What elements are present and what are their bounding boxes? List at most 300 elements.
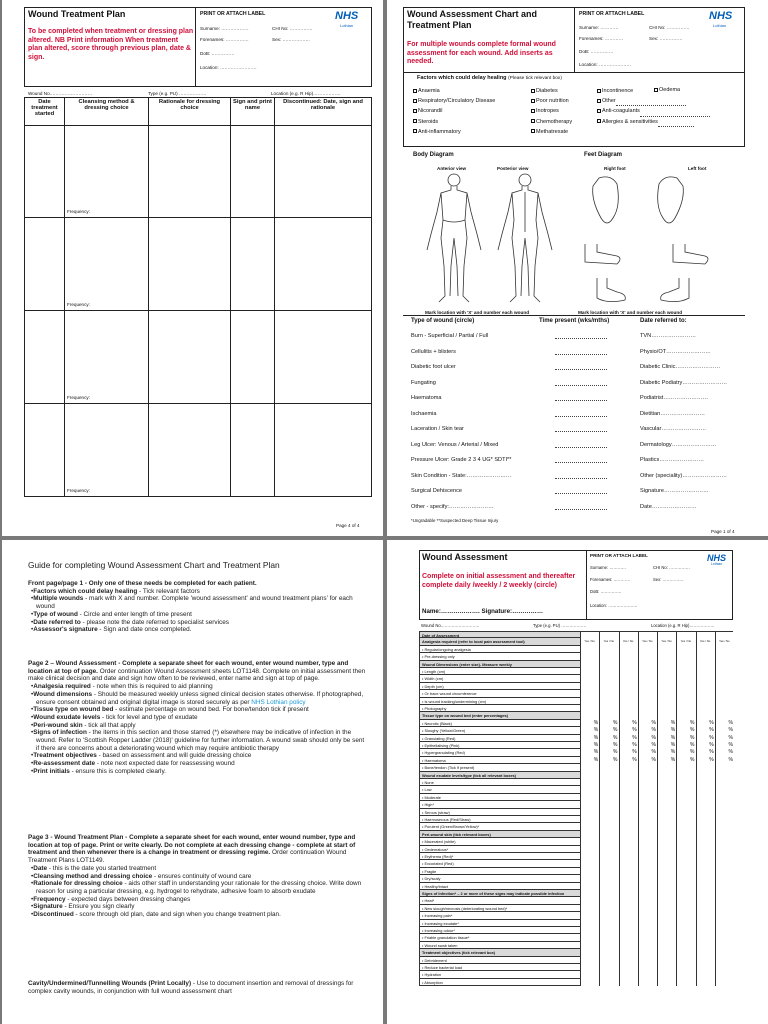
wound-type-item[interactable]: Diabetic foot ulcer xyxy=(411,364,456,370)
table-cell[interactable] xyxy=(696,712,715,719)
table-cell[interactable] xyxy=(638,661,657,668)
surname-field[interactable]: Surname: ………… xyxy=(590,565,627,570)
table-cell[interactable] xyxy=(696,897,715,904)
table-cell[interactable] xyxy=(638,897,657,904)
table-cell[interactable] xyxy=(657,772,676,779)
table-cell[interactable] xyxy=(638,801,657,808)
table-cell[interactable] xyxy=(696,698,715,705)
table-cell[interactable] xyxy=(657,920,676,927)
table-cell[interactable]: % xyxy=(657,757,676,764)
table-cell[interactable] xyxy=(676,831,695,838)
table-cell[interactable] xyxy=(715,949,734,956)
time-present-field[interactable] xyxy=(555,462,607,463)
table-cell[interactable] xyxy=(638,971,657,978)
wound-type-item[interactable]: Pressure Ulcer: Grade 2 3 4 UG* SDTI** xyxy=(411,457,512,463)
table-cell[interactable]: % xyxy=(580,727,599,734)
table-cell[interactable] xyxy=(599,698,618,705)
table-cell[interactable]: % xyxy=(715,742,734,749)
table-cell[interactable] xyxy=(657,831,676,838)
blank-line[interactable] xyxy=(658,126,694,127)
table-cell[interactable]: % xyxy=(676,720,695,727)
referral-item[interactable]: Physio/OT…………………… xyxy=(640,348,711,355)
table-cell[interactable] xyxy=(619,868,638,875)
table-cell[interactable] xyxy=(638,934,657,941)
table-cell[interactable] xyxy=(619,668,638,675)
location-rhip-field[interactable]: Location (e.g. R Hip)……………… xyxy=(651,623,715,628)
table-cell[interactable] xyxy=(676,764,695,771)
table-cell[interactable]: % xyxy=(619,720,638,727)
table-cell[interactable] xyxy=(657,927,676,934)
table-cell[interactable] xyxy=(715,698,734,705)
table-cell[interactable] xyxy=(715,846,734,853)
location-field[interactable]: Location: ………………… xyxy=(579,62,632,67)
table-cell[interactable] xyxy=(599,838,618,845)
referral-item[interactable]: Vascular…………………… xyxy=(640,426,707,432)
table-cell[interactable] xyxy=(715,772,734,779)
table-cell[interactable] xyxy=(696,868,715,875)
table-cell[interactable]: Yes / No xyxy=(619,638,638,645)
table-cell[interactable] xyxy=(619,846,638,853)
table-cell[interactable]: % xyxy=(619,757,638,764)
wound-type-item[interactable]: Cellulitis + blisters xyxy=(411,348,456,355)
table-cell[interactable] xyxy=(580,646,599,653)
table-cell[interactable] xyxy=(619,927,638,934)
table-cell[interactable] xyxy=(676,890,695,897)
table-cell[interactable]: % xyxy=(599,742,618,749)
wound-type-item[interactable]: Skin Condition - State:…………………… xyxy=(411,472,512,479)
wound-type-item[interactable]: Haematoma xyxy=(411,395,442,401)
table-cell[interactable] xyxy=(676,786,695,793)
referral-item[interactable]: Dermatology…………………… xyxy=(640,441,717,448)
table-cell[interactable] xyxy=(599,875,618,882)
table-cell[interactable] xyxy=(619,683,638,690)
factor-item[interactable] xyxy=(597,106,710,116)
table-cell[interactable] xyxy=(676,675,695,682)
table-cell[interactable] xyxy=(657,838,676,845)
table-cell[interactable] xyxy=(580,979,599,986)
table-cell[interactable] xyxy=(149,404,231,497)
table-cell[interactable] xyxy=(696,661,715,668)
table-cell[interactable]: % xyxy=(676,727,695,734)
table-cell[interactable] xyxy=(715,675,734,682)
time-present-field[interactable] xyxy=(555,416,607,417)
table-cell[interactable] xyxy=(676,971,695,978)
table-cell[interactable] xyxy=(696,786,715,793)
checkbox[interactable] xyxy=(413,129,417,133)
table-cell[interactable] xyxy=(676,801,695,808)
time-present-field[interactable] xyxy=(555,354,607,355)
table-cell[interactable] xyxy=(599,920,618,927)
table-cell[interactable] xyxy=(715,690,734,697)
table-cell[interactable]: % xyxy=(676,749,695,756)
table-cell[interactable] xyxy=(696,905,715,912)
time-present-field[interactable] xyxy=(555,493,607,494)
table-cell[interactable] xyxy=(638,957,657,964)
table-cell[interactable] xyxy=(599,794,618,801)
table-cell[interactable] xyxy=(638,875,657,882)
table-cell[interactable] xyxy=(715,971,734,978)
table-cell[interactable] xyxy=(657,875,676,882)
time-present-field[interactable] xyxy=(555,338,607,339)
table-cell[interactable] xyxy=(580,957,599,964)
table-cell[interactable]: % xyxy=(638,720,657,727)
table-cell[interactable] xyxy=(638,979,657,986)
factor-item[interactable] xyxy=(531,96,572,106)
table-cell[interactable]: % xyxy=(619,742,638,749)
table-cell[interactable]: % xyxy=(619,727,638,734)
table-cell[interactable] xyxy=(619,816,638,823)
table-cell[interactable]: % xyxy=(599,749,618,756)
table-cell[interactable]: Yes / No xyxy=(676,638,695,645)
forenames-field[interactable]: Forenames: ………… xyxy=(590,577,631,582)
table-cell[interactable] xyxy=(638,646,657,653)
table-cell[interactable] xyxy=(619,675,638,682)
dob-field[interactable]: DoB: …………… xyxy=(200,51,235,56)
table-cell[interactable] xyxy=(580,816,599,823)
nhs-lothian-policy-link[interactable]: NHS Lothian policy xyxy=(251,698,306,706)
table-cell[interactable] xyxy=(275,218,372,311)
table-cell[interactable] xyxy=(619,934,638,941)
table-cell[interactable] xyxy=(25,311,65,404)
table-cell[interactable]: % xyxy=(696,742,715,749)
table-cell[interactable]: % xyxy=(599,720,618,727)
table-cell[interactable] xyxy=(676,949,695,956)
table-cell[interactable] xyxy=(619,823,638,830)
table-cell[interactable] xyxy=(599,779,618,786)
chi-field[interactable]: CHI No: …………… xyxy=(272,26,313,31)
table-cell[interactable] xyxy=(657,949,676,956)
factor-item[interactable] xyxy=(531,127,572,137)
checkbox[interactable] xyxy=(413,99,417,103)
surname-field[interactable]: Surname: ………… xyxy=(579,25,619,30)
table-cell[interactable] xyxy=(676,853,695,860)
table-cell[interactable] xyxy=(696,646,715,653)
table-cell[interactable] xyxy=(638,883,657,890)
table-cell[interactable] xyxy=(715,897,734,904)
table-cell[interactable]: % xyxy=(580,757,599,764)
table-cell[interactable]: % xyxy=(638,742,657,749)
location-rhip-field[interactable]: Location (e.g. R Hip)……………… xyxy=(271,91,341,96)
table-cell[interactable] xyxy=(638,683,657,690)
table-cell[interactable] xyxy=(676,964,695,971)
table-cell[interactable] xyxy=(580,698,599,705)
sex-field[interactable]: Sex: …………… xyxy=(649,36,683,41)
table-cell[interactable] xyxy=(638,949,657,956)
table-cell[interactable] xyxy=(580,823,599,830)
factor-item[interactable] xyxy=(413,117,495,127)
table-cell[interactable] xyxy=(599,846,618,853)
table-cell[interactable] xyxy=(715,668,734,675)
table-cell[interactable]: % xyxy=(715,727,734,734)
table-cell[interactable] xyxy=(599,927,618,934)
referral-item[interactable]: Signature…………………… xyxy=(640,488,709,494)
table-cell[interactable] xyxy=(676,860,695,867)
table-cell[interactable] xyxy=(580,934,599,941)
table-cell[interactable] xyxy=(696,779,715,786)
table-cell[interactable] xyxy=(599,979,618,986)
table-cell[interactable] xyxy=(696,816,715,823)
table-cell[interactable] xyxy=(657,683,676,690)
checkbox[interactable] xyxy=(413,109,417,113)
table-cell[interactable]: % xyxy=(715,757,734,764)
table-cell[interactable] xyxy=(638,764,657,771)
table-cell[interactable] xyxy=(619,646,638,653)
table-cell[interactable] xyxy=(275,311,372,404)
table-cell[interactable] xyxy=(580,949,599,956)
table-cell[interactable] xyxy=(657,646,676,653)
factor-item[interactable] xyxy=(531,86,572,96)
table-cell[interactable] xyxy=(580,897,599,904)
table-cell[interactable] xyxy=(65,126,149,218)
table-cell[interactable] xyxy=(676,698,695,705)
table-cell[interactable]: % xyxy=(638,735,657,742)
table-cell[interactable] xyxy=(275,404,372,497)
table-cell[interactable] xyxy=(715,712,734,719)
table-cell[interactable] xyxy=(715,875,734,882)
table-cell[interactable] xyxy=(696,964,715,971)
table-cell[interactable] xyxy=(599,971,618,978)
table-cell[interactable] xyxy=(638,712,657,719)
table-cell[interactable] xyxy=(599,905,618,912)
table-cell[interactable] xyxy=(676,816,695,823)
table-cell[interactable] xyxy=(580,831,599,838)
table-cell[interactable] xyxy=(149,126,231,218)
table-cell[interactable] xyxy=(715,883,734,890)
table-cell[interactable] xyxy=(676,653,695,660)
table-cell[interactable] xyxy=(619,786,638,793)
checkbox[interactable] xyxy=(654,88,658,92)
table-cell[interactable] xyxy=(676,875,695,882)
table-cell[interactable] xyxy=(619,949,638,956)
forenames-field[interactable]: Forenames: …………… xyxy=(200,37,249,42)
table-cell[interactable] xyxy=(676,683,695,690)
table-cell[interactable] xyxy=(638,905,657,912)
checkbox[interactable] xyxy=(531,129,535,133)
table-cell[interactable]: % xyxy=(657,720,676,727)
table-cell[interactable] xyxy=(657,698,676,705)
table-cell[interactable] xyxy=(696,831,715,838)
table-cell[interactable] xyxy=(715,661,734,668)
table-cell[interactable] xyxy=(715,646,734,653)
table-cell[interactable] xyxy=(149,311,231,404)
table-cell[interactable]: % xyxy=(580,749,599,756)
table-cell[interactable] xyxy=(638,809,657,816)
checkbox[interactable] xyxy=(413,89,417,93)
table-cell[interactable]: % xyxy=(580,742,599,749)
table-cell[interactable] xyxy=(580,905,599,912)
chi-field[interactable]: CHI No: …………… xyxy=(649,25,690,30)
table-cell[interactable] xyxy=(676,912,695,919)
table-cell[interactable] xyxy=(580,875,599,882)
time-present-field[interactable] xyxy=(555,509,607,510)
table-cell[interactable] xyxy=(696,668,715,675)
table-cell[interactable] xyxy=(599,675,618,682)
table-cell[interactable] xyxy=(619,794,638,801)
table-cell[interactable] xyxy=(696,705,715,712)
table-cell[interactable] xyxy=(619,964,638,971)
table-cell[interactable] xyxy=(657,823,676,830)
table-cell[interactable] xyxy=(599,942,618,949)
table-cell[interactable] xyxy=(657,712,676,719)
table-cell[interactable] xyxy=(619,705,638,712)
table-cell[interactable] xyxy=(580,779,599,786)
table-cell[interactable] xyxy=(638,890,657,897)
table-cell[interactable] xyxy=(715,794,734,801)
referral-item[interactable]: Dietitian…………………… xyxy=(640,410,705,417)
factor-item[interactable] xyxy=(413,127,495,137)
table-cell[interactable] xyxy=(619,912,638,919)
table-cell[interactable] xyxy=(599,912,618,919)
table-cell[interactable] xyxy=(580,912,599,919)
table-cell[interactable] xyxy=(715,979,734,986)
factor-item[interactable] xyxy=(531,106,572,116)
time-present-field[interactable] xyxy=(555,478,607,479)
table-cell[interactable] xyxy=(657,705,676,712)
table-cell[interactable] xyxy=(696,653,715,660)
table-cell[interactable]: % xyxy=(715,749,734,756)
table-cell[interactable] xyxy=(619,883,638,890)
factor-item[interactable] xyxy=(531,117,572,127)
table-cell[interactable] xyxy=(676,927,695,934)
table-cell[interactable] xyxy=(657,897,676,904)
table-cell[interactable] xyxy=(599,786,618,793)
referral-item[interactable]: Podiatrist…………………… xyxy=(640,395,709,401)
table-cell[interactable] xyxy=(599,683,618,690)
table-cell[interactable] xyxy=(715,957,734,964)
table-cell[interactable] xyxy=(676,668,695,675)
table-cell[interactable] xyxy=(657,653,676,660)
table-cell[interactable] xyxy=(638,860,657,867)
surname-field[interactable]: Surname: ……………… xyxy=(200,26,249,31)
table-cell[interactable] xyxy=(580,794,599,801)
wound-type-item[interactable]: Surgical Dehiscence xyxy=(411,488,462,494)
table-cell[interactable] xyxy=(580,860,599,867)
type-field[interactable]: Type (e.g. PU) ……………… xyxy=(148,91,207,96)
table-cell[interactable]: % xyxy=(657,727,676,734)
table-cell[interactable] xyxy=(619,971,638,978)
table-cell[interactable] xyxy=(715,838,734,845)
table-cell[interactable]: % xyxy=(657,749,676,756)
table-cell[interactable] xyxy=(231,126,275,218)
checkbox[interactable] xyxy=(597,109,601,113)
table-cell[interactable] xyxy=(619,979,638,986)
table-cell[interactable] xyxy=(599,823,618,830)
table-cell[interactable] xyxy=(580,705,599,712)
table-cell[interactable] xyxy=(696,912,715,919)
table-cell[interactable] xyxy=(65,404,149,497)
table-cell[interactable] xyxy=(599,772,618,779)
forenames-field[interactable]: Forenames: ………… xyxy=(579,36,624,41)
table-cell[interactable] xyxy=(696,927,715,934)
table-cell[interactable] xyxy=(715,823,734,830)
table-cell[interactable] xyxy=(638,964,657,971)
table-cell[interactable] xyxy=(638,772,657,779)
table-cell[interactable] xyxy=(696,883,715,890)
table-cell[interactable] xyxy=(676,646,695,653)
table-cell[interactable] xyxy=(599,897,618,904)
table-cell[interactable] xyxy=(676,883,695,890)
table-cell[interactable] xyxy=(65,311,149,404)
table-cell[interactable] xyxy=(676,705,695,712)
table-cell[interactable] xyxy=(619,831,638,838)
table-cell[interactable] xyxy=(580,809,599,816)
time-present-field[interactable] xyxy=(555,431,607,432)
table-cell[interactable] xyxy=(696,764,715,771)
factor-item[interactable] xyxy=(597,96,710,106)
wound-no-field[interactable]: Wound No.……………………… xyxy=(28,91,93,96)
wound-type-item[interactable]: Ischaemia xyxy=(411,410,437,417)
table-cell[interactable] xyxy=(619,653,638,660)
table-cell[interactable] xyxy=(657,971,676,978)
table-cell[interactable] xyxy=(599,890,618,897)
table-cell[interactable] xyxy=(580,964,599,971)
table-cell[interactable] xyxy=(580,786,599,793)
table-cell[interactable]: % xyxy=(619,735,638,742)
table-cell[interactable]: % xyxy=(638,757,657,764)
table-cell[interactable] xyxy=(696,846,715,853)
table-cell[interactable]: % xyxy=(657,735,676,742)
table-cell[interactable]: % xyxy=(715,735,734,742)
table-cell[interactable] xyxy=(657,912,676,919)
sex-field[interactable]: Sex: ……………… xyxy=(272,37,311,42)
table-cell[interactable] xyxy=(657,942,676,949)
table-cell[interactable] xyxy=(696,920,715,927)
table-cell[interactable] xyxy=(715,683,734,690)
table-cell[interactable] xyxy=(676,897,695,904)
table-cell[interactable] xyxy=(638,653,657,660)
table-cell[interactable]: % xyxy=(638,749,657,756)
table-cell[interactable] xyxy=(599,957,618,964)
table-cell[interactable] xyxy=(657,979,676,986)
table-cell[interactable] xyxy=(657,668,676,675)
table-cell[interactable] xyxy=(715,890,734,897)
table-cell[interactable] xyxy=(715,809,734,816)
table-cell[interactable] xyxy=(715,964,734,971)
table-cell[interactable] xyxy=(638,927,657,934)
table-cell[interactable] xyxy=(638,831,657,838)
sex-field[interactable]: Sex: …………… xyxy=(653,577,684,582)
location-field[interactable]: Location: …………………… xyxy=(200,65,257,70)
table-cell[interactable] xyxy=(599,831,618,838)
table-cell[interactable] xyxy=(638,690,657,697)
factor-item[interactable] xyxy=(413,106,495,116)
table-cell[interactable] xyxy=(580,868,599,875)
table-cell[interactable] xyxy=(619,690,638,697)
referral-item[interactable]: Diabetic Clinic…………………… xyxy=(640,364,721,370)
table-cell[interactable] xyxy=(580,690,599,697)
checkbox[interactable] xyxy=(597,99,601,103)
table-cell[interactable] xyxy=(696,809,715,816)
wound-type-item[interactable]: Leg Ulcer: Venous / Arterial / Mixed xyxy=(411,441,499,448)
table-cell[interactable] xyxy=(599,661,618,668)
table-cell[interactable]: % xyxy=(696,727,715,734)
table-cell[interactable] xyxy=(638,794,657,801)
table-cell[interactable] xyxy=(599,934,618,941)
table-cell[interactable] xyxy=(715,868,734,875)
table-cell[interactable] xyxy=(619,764,638,771)
table-cell[interactable] xyxy=(599,816,618,823)
table-cell[interactable] xyxy=(580,683,599,690)
table-cell[interactable] xyxy=(696,934,715,941)
table-cell[interactable] xyxy=(657,905,676,912)
table-cell[interactable] xyxy=(231,404,275,497)
table-cell[interactable] xyxy=(657,868,676,875)
table-cell[interactable] xyxy=(715,653,734,660)
table-cell[interactable] xyxy=(580,846,599,853)
table-cell[interactable]: Yes / No xyxy=(599,638,618,645)
table-cell[interactable] xyxy=(619,698,638,705)
table-cell[interactable]: % xyxy=(715,720,734,727)
